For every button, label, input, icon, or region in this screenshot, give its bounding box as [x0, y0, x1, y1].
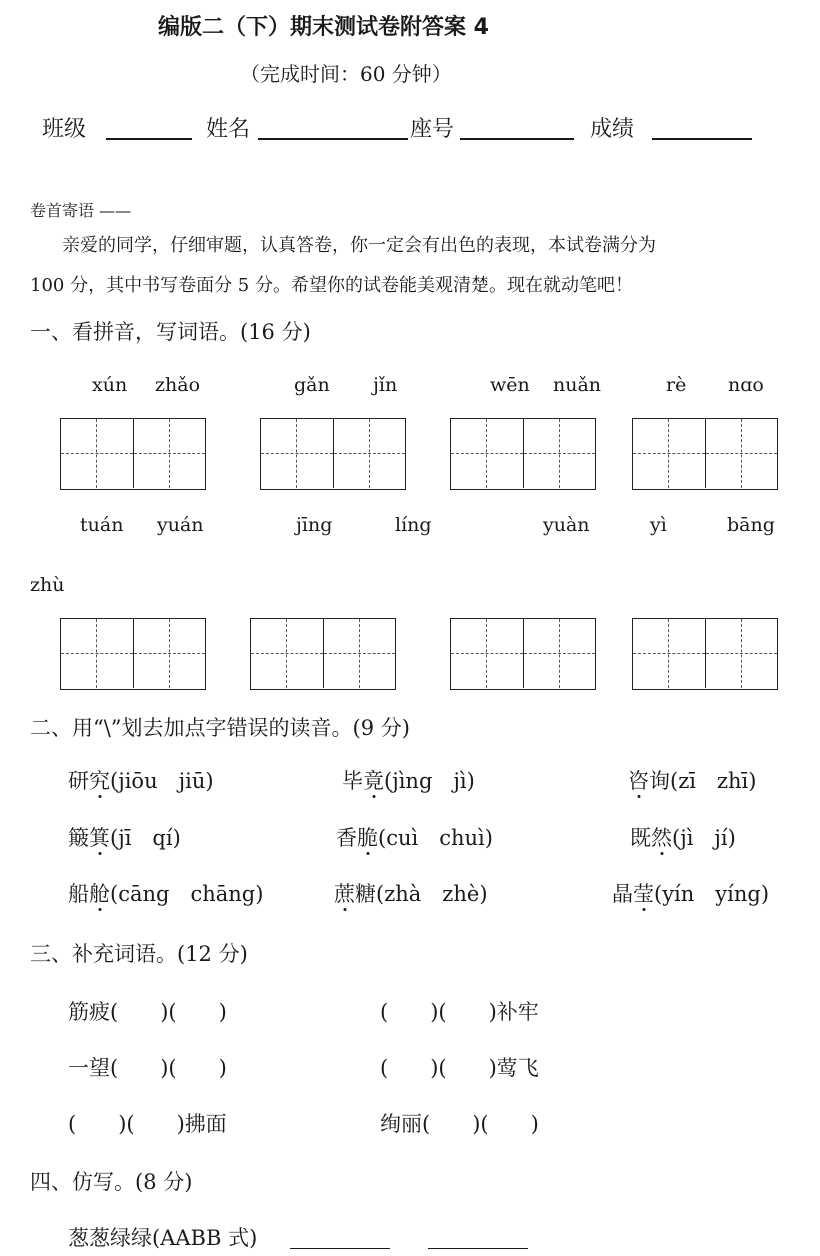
reading-options: (zhà zhè)	[376, 882, 488, 906]
pronunciation-item[interactable]	[68, 822, 181, 852]
pinyin: yuán	[157, 514, 204, 536]
pinyin: yuàn	[543, 514, 590, 536]
pronunciation-item[interactable]	[630, 822, 736, 852]
idiom-blank-item[interactable]: ( )( )拂面	[68, 1112, 227, 1136]
intro-line-2: 100 分，其中书写卷面分 5 分。希望你的试卷能美观清楚。现在就动笔吧！	[30, 275, 633, 296]
pinyin: rè	[666, 374, 687, 396]
writing-grid[interactable]	[60, 418, 206, 490]
score-blank[interactable]	[652, 114, 752, 140]
writing-grid[interactable]	[632, 418, 778, 490]
reading-options: (cuì chuì)	[378, 826, 493, 850]
word-text: 询	[649, 769, 670, 793]
name-label: 姓名	[206, 117, 251, 142]
section-4-title: 四、仿写。(8 分)	[30, 1170, 193, 1194]
pinyin: wēn	[490, 374, 530, 396]
dotted-char: 脆	[357, 822, 378, 852]
reading-options: (jiōu jiū)	[110, 769, 214, 793]
pinyin: zhù	[30, 574, 65, 596]
pinyin: nɑo	[728, 374, 764, 396]
reading-options: (jì jí)	[672, 826, 736, 850]
word-text: 毕	[342, 769, 363, 793]
writing-grid[interactable]	[450, 618, 596, 690]
pinyin: bāng	[727, 514, 775, 536]
name-blank[interactable]	[258, 114, 408, 140]
seat-label: 座号	[410, 117, 455, 142]
answer-blank[interactable]	[428, 1224, 528, 1249]
time-limit: （完成时间：60 分钟）	[240, 62, 452, 86]
pronunciation-item[interactable]	[342, 765, 475, 795]
dotted-char: 莹	[633, 878, 654, 908]
reading-options: (jī qí)	[110, 826, 181, 850]
dotted-char: 竟	[363, 765, 384, 795]
pinyin: zhǎo	[155, 374, 201, 396]
pinyin: xún	[92, 374, 128, 396]
word-text: 糖	[355, 882, 376, 906]
word-text: 研	[68, 769, 89, 793]
pronunciation-item[interactable]	[68, 765, 214, 795]
word-text: 簸	[68, 826, 89, 850]
answer-blank[interactable]	[290, 1224, 390, 1249]
dotted-char: 舱	[89, 878, 110, 908]
word-text: 晶	[612, 882, 633, 906]
word-text: 船	[68, 882, 89, 906]
pinyin: líng	[395, 514, 432, 536]
dotted-char: 究	[89, 765, 110, 795]
reading-options: (yín yíng)	[654, 882, 770, 906]
pronunciation-item[interactable]	[628, 765, 756, 795]
pinyin: nuǎn	[553, 374, 602, 396]
dotted-char: 箕	[89, 822, 110, 852]
pronunciation-item[interactable]	[68, 878, 263, 908]
writing-grid[interactable]	[60, 618, 206, 690]
pinyin: jǐn	[373, 374, 398, 396]
word-text: 既	[630, 826, 651, 850]
reading-options: (zī zhī)	[670, 769, 757, 793]
pinyin: gǎn	[294, 374, 330, 396]
pinyin: tuán	[80, 514, 124, 536]
page-title: 编版二（下）期末测试卷附答案 4	[158, 15, 489, 40]
pronunciation-item[interactable]	[336, 822, 493, 852]
intro-heading: 卷首寄语 ——	[30, 201, 132, 220]
pinyin: yì	[650, 514, 667, 536]
seat-blank[interactable]	[460, 114, 574, 140]
writing-grid[interactable]	[260, 418, 406, 490]
pronunciation-item[interactable]	[612, 878, 769, 908]
intro-line-1: 亲爱的同学，仔细审题，认真答卷，你一定会有出色的表现，本试卷满分为	[62, 235, 656, 256]
idiom-blank-item[interactable]: 筋疲( )( )	[68, 1000, 227, 1024]
idiom-blank-item[interactable]: ( )( )补牢	[380, 1000, 539, 1024]
idiom-blank-item[interactable]: 绚丽( )( )	[380, 1112, 539, 1136]
word-text: 香	[336, 826, 357, 850]
score-label: 成绩	[590, 117, 635, 142]
writing-grid[interactable]	[632, 618, 778, 690]
imitation-prompt: 葱葱绿绿(AABB 式)	[68, 1226, 258, 1250]
section-3-title: 三、补充词语。(12 分)	[30, 942, 248, 966]
idiom-blank-item[interactable]: 一望( )( )	[68, 1056, 227, 1080]
pinyin: jīng	[296, 514, 333, 536]
dotted-char: 咨	[628, 765, 649, 795]
reading-options: (jìng jì)	[384, 769, 475, 793]
idiom-blank-item[interactable]: ( )( )莺飞	[380, 1056, 539, 1080]
writing-grid[interactable]	[250, 618, 396, 690]
section-2-title: 二、用“\”划去加点字错误的读音。(9 分)	[30, 716, 410, 740]
pronunciation-item[interactable]	[334, 878, 488, 908]
dotted-char: 然	[651, 822, 672, 852]
reading-options: (cāng chāng)	[110, 882, 264, 906]
class-blank[interactable]	[106, 114, 192, 140]
dotted-char: 蔗	[334, 878, 355, 908]
writing-grid[interactable]	[450, 418, 596, 490]
class-label: 班级	[42, 117, 87, 142]
section-1-title: 一、看拼音，写词语。(16 分)	[30, 320, 311, 344]
